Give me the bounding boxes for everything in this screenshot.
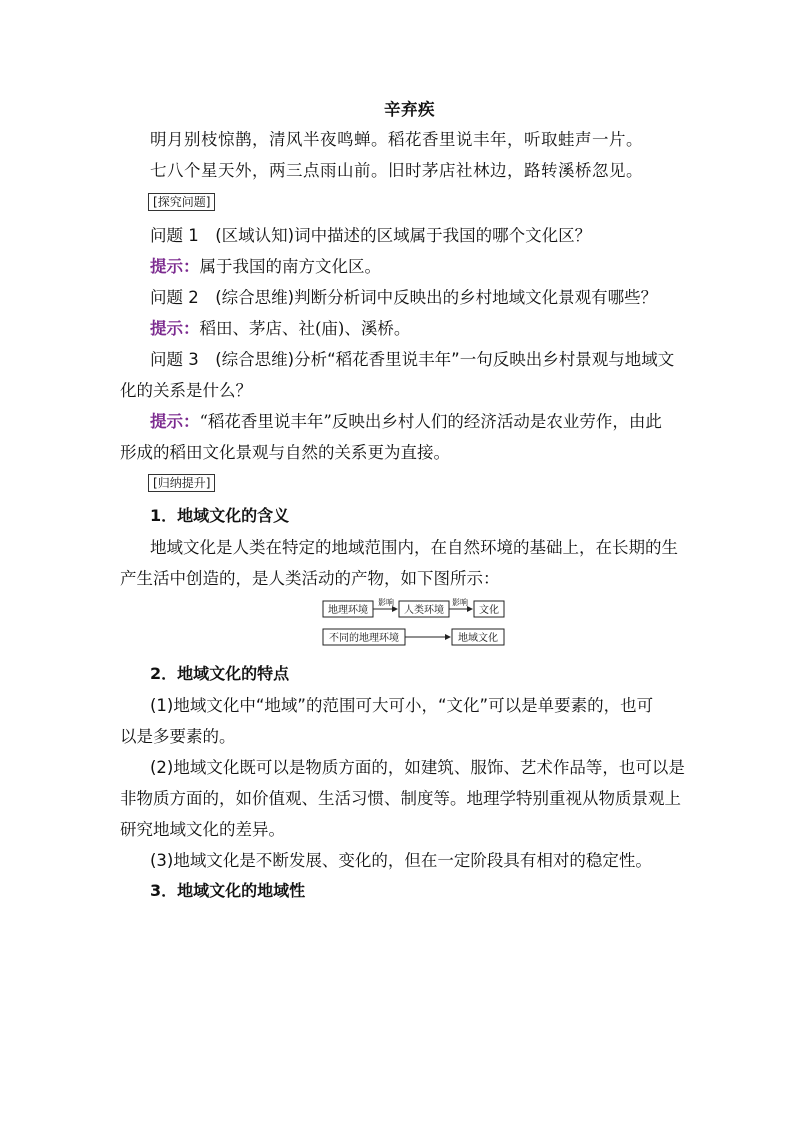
paragraph-1-line-1: 地域文化是人类在特定的地域范围内，在自然环境的基础上，在长期的生 bbox=[150, 538, 678, 557]
box-regional-culture-label: 地域文化 bbox=[458, 633, 498, 644]
heading-3: 3．地域文化的地域性 bbox=[150, 881, 306, 900]
culture-flow-diagram bbox=[320, 594, 510, 650]
hint-label: 提示： bbox=[150, 412, 200, 431]
question-2: 问题 2 (综合思维)判断分析词中反映出的乡村地域文化景观有哪些？ bbox=[150, 288, 658, 307]
box-culture-label: 文化 bbox=[479, 605, 499, 616]
heading-1: 1．地域文化的含义 bbox=[150, 506, 290, 525]
answer-3-line-1 bbox=[150, 408, 662, 432]
paragraph-2-line-2: 以是多要素的。 bbox=[120, 727, 236, 746]
poem-line-1: 明月别枝惊鹊，清风半夜鸣蝉。稻花香里说丰年，听取蛙声一片。 bbox=[150, 130, 643, 149]
summary-tag: [ 归纳提升 ] bbox=[148, 474, 215, 492]
answer-3-text: “稻花香里说丰年”反映出乡村人们的经济活动是农业劳作，由此 bbox=[199, 412, 662, 431]
question-3-line-1: 问题 3 (综合思维)分析“稻花香里说丰年”一句反映出乡村景观与地域文 bbox=[150, 350, 675, 369]
box-human-environment-label: 人类环境 bbox=[404, 605, 444, 616]
arrow-1-label: 影响 bbox=[378, 598, 394, 607]
paragraph-1-line-2: 产生活中创造的，是人类活动的产物，如下图所示： bbox=[120, 569, 500, 588]
poem-line-2: 七八个星天外，两三点雨山前。旧时茅店社林边，路转溪桥忽见。 bbox=[150, 161, 643, 180]
paragraph-3-line-2: 非物质方面的，如价值观、生活习惯、制度等。地理学特别重视从物质景观上 bbox=[120, 789, 681, 808]
hint-label: 提示： bbox=[150, 319, 200, 338]
paragraph-4: (3)地域文化是不断发展、变化的，但在一定阶段具有相对的稳定性。 bbox=[150, 851, 652, 870]
answer-1-text: 属于我国的南方文化区。 bbox=[199, 257, 381, 276]
paragraph-3-line-1: (2)地域文化既可以是物质方面的，如建筑、服饰、艺术作品等，也可以是 bbox=[150, 758, 685, 777]
paragraph-3-line-3: 研究地域文化的差异。 bbox=[120, 820, 285, 839]
explore-tag: [ 探究问题 ] bbox=[148, 193, 215, 211]
answer-1 bbox=[150, 253, 381, 277]
answer-3-line-2: 形成的稻田文化景观与自然的关系更为直接。 bbox=[120, 443, 450, 462]
box-geo-environment-label: 地理环境 bbox=[328, 605, 368, 616]
question-3-line-2: 化的关系是什么？ bbox=[120, 381, 252, 400]
hint-label: 提示： bbox=[150, 257, 200, 276]
answer-2 bbox=[150, 315, 410, 339]
paragraph-2-line-1: (1)地域文化中“地域”的范围可大可小，“文化”可以是单要素的，也可 bbox=[150, 696, 654, 715]
arrow-2-label: 影响 bbox=[452, 598, 468, 607]
heading-2: 2．地域文化的特点 bbox=[150, 664, 290, 683]
question-1: 问题 1 (区域认知)词中描述的区域属于我国的哪个文化区？ bbox=[150, 226, 592, 245]
poem-author: 辛弃疾 bbox=[384, 100, 435, 119]
answer-2-text: 稻田、茅店、社(庙)、溪桥。 bbox=[199, 319, 411, 338]
box-different-geo-environment-label: 不同的地理环境 bbox=[329, 633, 399, 644]
